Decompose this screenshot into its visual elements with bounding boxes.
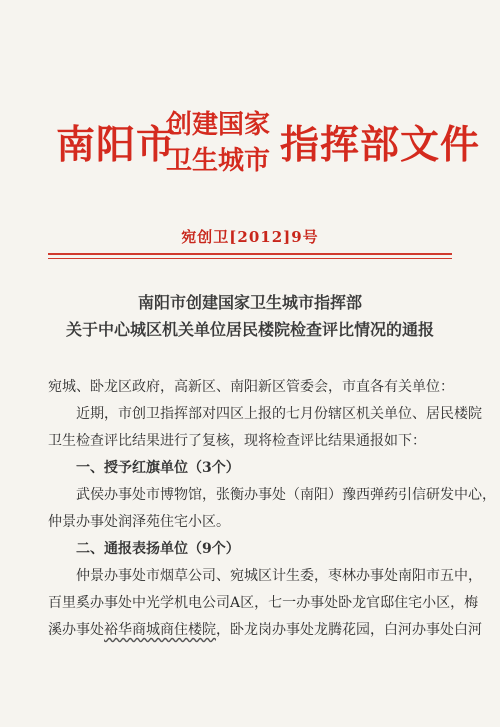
wavy-underlined-unit: 裕华商城商住楼院: [104, 622, 216, 638]
recipients: 宛城、卧龙区政府，高新区、南阳新区管委会，市直各有关单位：: [48, 379, 454, 395]
document-body: [48, 374, 496, 644]
red-divider: [48, 253, 452, 255]
title-line-1: 南阳市创建国家卫生城市指挥部: [137, 293, 362, 312]
section-1-line-2: 仲景办事处润泽苑住宅小区。: [48, 514, 230, 530]
section-2-line-3-end: ，卧龙岗办事处龙腾花园，白河办事处白河: [216, 622, 482, 638]
section-2-line-3: [48, 617, 482, 644]
section-2-line-3-start: 溪办事处: [48, 622, 104, 638]
section-2-heading: 二、通报表扬单位（9个）: [76, 541, 240, 557]
letterhead: [0, 106, 500, 186]
section-1-line-1: 武侯办事处市博物馆，张衡办事处（南阳）豫西弹药引信研发中心，: [76, 487, 496, 503]
letterhead-line1: 创建国家: [166, 110, 271, 140]
letterhead-suffix: 指挥部文件: [280, 122, 481, 168]
title-line-2: 关于中心城区机关单位居民楼院检查评比情况的通报: [65, 320, 434, 339]
document-number: 宛创卫[2012]9号: [181, 228, 319, 246]
section-1-heading: 一、授予红旗单位（3个）: [76, 460, 240, 476]
section-2-line-1: 仲景办事处市烟草公司、宛城区计生委，枣林办事处南阳市五中，: [76, 568, 482, 584]
letterhead-line2: 卫生城市: [166, 146, 271, 176]
intro-line-1: 近期，市创卫指挥部对四区上报的七月份辖区机关单位、居民楼院: [76, 406, 482, 422]
section-2-line-2: 百里奚办事处中光学机电公司A区，七一办事处卧龙官邸住宅小区，梅: [48, 595, 479, 611]
letterhead-city: 南阳市: [56, 122, 177, 168]
red-divider-thin: [48, 258, 452, 259]
intro-line-2: 卫生检查评比结果进行了复核，现将检查评比结果通报如下：: [48, 433, 426, 449]
